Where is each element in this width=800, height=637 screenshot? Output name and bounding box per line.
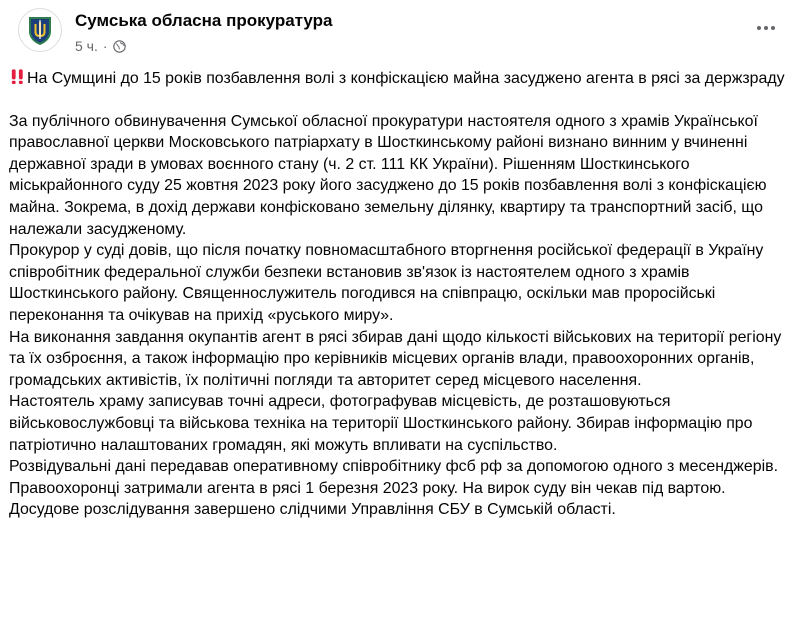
headline-text: На Сумщині до 15 років позбавлення волі з конфіскацією майна засуджено агента в рясі за держзраду — [27, 70, 785, 87]
double-exclamation-icon — [9, 68, 26, 85]
post-meta — [75, 38, 126, 54]
more-options-button[interactable] — [748, 10, 784, 46]
post-paragraph: На виконання завдання окупантів агент в рясі збирав дані щодо кількості військових на території регіону та їх озброєння, а також інформацію про керівників місцевих органів влади, правоохоронних органів, громадських активістів, їх політичні погляди та авторитет серед місцевого населення. — [9, 328, 782, 389]
more-options-dot — [764, 26, 768, 30]
post-body — [9, 68, 792, 521]
paragraph-gap — [9, 90, 792, 111]
post-paragraph: За публічного обвинувачення Сумської обласної прокуратури настоятеля одного з храмів Української православної церкви Московського патріархату в Шосткинському районі визнано винним у вчиненні державної зради в умовах воєнного стану (ч. 2 ст. 111 КК України). Рішенням Шосткинського міськрайонного суду 25 жовтня 2023 року його засуджено до 15 років позбавлення волі з конфіскацією майна. Зокрема, в дохід держави конфісковано земельну ділянку, квартиру та транспортний засіб, що належали засудженому. — [9, 112, 767, 238]
post-time[interactable]: 5 ч. — [75, 38, 98, 54]
post-paragraph: Настоятель храму записував точні адреси, фотографував місцевість, де розташовуються військовослужбовці та військова техніка на території Шосткинського району. Збирав інформацію про патріотично налаштованих громадян, які можуть впливати на суспільство. — [9, 393, 753, 454]
post-paragraph: Розвідувальні дані передавав оперативному співробітнику фсб рф за допомогою одного з месенджерів. — [9, 458, 778, 476]
prosecutor-logo-icon — [19, 9, 61, 51]
post-paragraph: Прокурор у суді довів, що після початку повномасштабного вторгнення російської федерації в Україну співробітник федеральної служби безпеки встановив зв'язок із настоятелем одного з храмів Шосткинського району. Священнослужитель погодився на співпрацю, оскільки мав проросійські переконання та очікував на прихід «руського миру». — [9, 242, 764, 324]
globe-icon[interactable] — [113, 40, 126, 53]
post-header — [9, 0, 790, 66]
post-headline — [9, 68, 792, 90]
meta-separator: · — [102, 38, 108, 54]
more-options-icon — [757, 26, 761, 30]
post-paragraph: Правоохоронці затримали агента в рясі 1 березня 2023 року. На вирок суду він чекав під вартою. Досудове розслідування завершено слідчими Управління СБУ в Сумській області. — [9, 479, 726, 519]
page-name-link[interactable]: Сумська обласна прокуратура — [75, 11, 333, 30]
more-options-dot — [771, 26, 775, 30]
avatar[interactable] — [18, 8, 62, 52]
